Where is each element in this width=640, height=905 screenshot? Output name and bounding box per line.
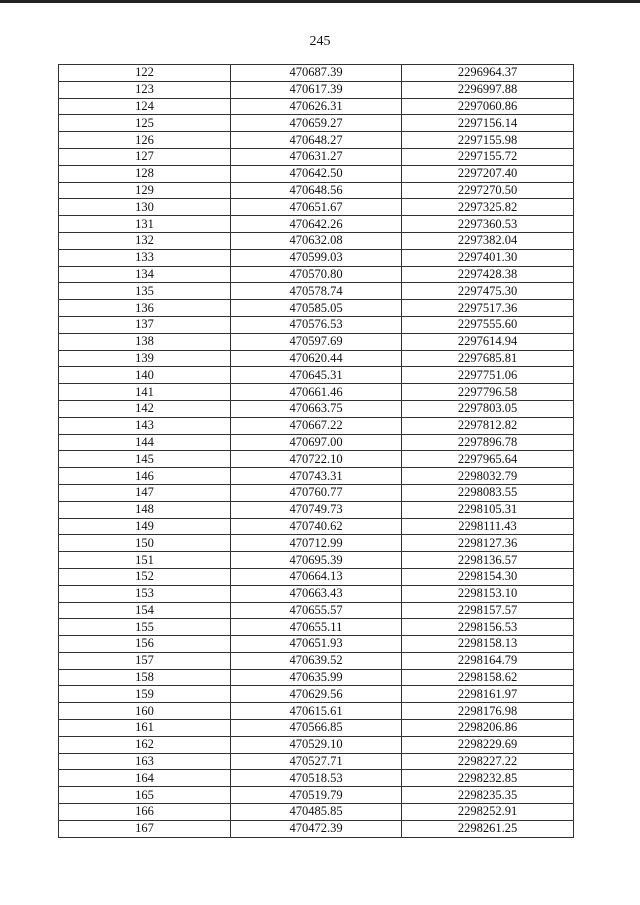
table-row: [59, 367, 574, 384]
x-coordinate-cell: 470527.71: [231, 753, 402, 770]
x-coordinate-cell: 470585.05: [231, 300, 402, 317]
table-row: [59, 132, 574, 149]
y-coordinate-cell: 2297428.38: [402, 266, 574, 283]
x-coordinate-cell: 470626.31: [231, 98, 402, 115]
point-number-cell: 128: [59, 165, 231, 182]
x-coordinate-cell: 470635.99: [231, 669, 402, 686]
y-coordinate-cell: 2297156.14: [402, 115, 574, 132]
point-number-cell: 125: [59, 115, 231, 132]
table-row: [59, 770, 574, 787]
table-row: [59, 451, 574, 468]
table-row: [59, 787, 574, 804]
y-coordinate-cell: 2298176.98: [402, 703, 574, 720]
x-coordinate-cell: 470655.11: [231, 619, 402, 636]
x-coordinate-cell: 470697.00: [231, 434, 402, 451]
table-row: [59, 703, 574, 720]
point-number-cell: 126: [59, 132, 231, 149]
y-coordinate-cell: 2297270.50: [402, 182, 574, 199]
x-coordinate-cell: 470667.22: [231, 417, 402, 434]
y-coordinate-cell: 2298158.62: [402, 669, 574, 686]
point-number-cell: 150: [59, 535, 231, 552]
y-coordinate-cell: 2298154.30: [402, 568, 574, 585]
y-coordinate-cell: 2298157.57: [402, 602, 574, 619]
x-coordinate-cell: 470722.10: [231, 451, 402, 468]
table-row: [59, 165, 574, 182]
point-number-cell: 139: [59, 350, 231, 367]
point-number-cell: 152: [59, 568, 231, 585]
table-row: [59, 552, 574, 569]
y-coordinate-cell: 2297517.36: [402, 300, 574, 317]
coordinates-table: [58, 64, 574, 838]
y-coordinate-cell: 2297382.04: [402, 232, 574, 249]
point-number-cell: 141: [59, 384, 231, 401]
point-number-cell: 146: [59, 468, 231, 485]
y-coordinate-cell: 2297812.82: [402, 417, 574, 434]
point-number-cell: 144: [59, 434, 231, 451]
point-number-cell: 161: [59, 720, 231, 737]
table-row: [59, 669, 574, 686]
y-coordinate-cell: 2297803.05: [402, 400, 574, 417]
x-coordinate-cell: 470695.39: [231, 552, 402, 569]
y-coordinate-cell: 2298127.36: [402, 535, 574, 552]
point-number-cell: 155: [59, 619, 231, 636]
x-coordinate-cell: 470570.80: [231, 266, 402, 283]
x-coordinate-cell: 470518.53: [231, 770, 402, 787]
y-coordinate-cell: 2297060.86: [402, 98, 574, 115]
table-row: [59, 636, 574, 653]
x-coordinate-cell: 470578.74: [231, 283, 402, 300]
x-coordinate-cell: 470576.53: [231, 316, 402, 333]
point-number-cell: 145: [59, 451, 231, 468]
point-number-cell: 165: [59, 787, 231, 804]
table-row: [59, 283, 574, 300]
table-row: [59, 535, 574, 552]
y-coordinate-cell: 2298111.43: [402, 518, 574, 535]
table-row: [59, 417, 574, 434]
table-row: [59, 820, 574, 837]
point-number-cell: 137: [59, 316, 231, 333]
point-number-cell: 148: [59, 501, 231, 518]
table-row: [59, 501, 574, 518]
y-coordinate-cell: 2296964.37: [402, 65, 574, 82]
table-row: [59, 484, 574, 501]
x-coordinate-cell: 470629.56: [231, 686, 402, 703]
point-number-cell: 133: [59, 249, 231, 266]
y-coordinate-cell: 2298252.91: [402, 804, 574, 821]
table-row: [59, 266, 574, 283]
x-coordinate-cell: 470617.39: [231, 81, 402, 98]
point-number-cell: 147: [59, 484, 231, 501]
x-coordinate-cell: 470519.79: [231, 787, 402, 804]
y-coordinate-cell: 2298032.79: [402, 468, 574, 485]
point-number-cell: 156: [59, 636, 231, 653]
table-row: [59, 468, 574, 485]
table-row: [59, 199, 574, 216]
table-row: [59, 300, 574, 317]
x-coordinate-cell: 470712.99: [231, 535, 402, 552]
table-row: [59, 98, 574, 115]
y-coordinate-cell: 2298136.57: [402, 552, 574, 569]
table-row: [59, 216, 574, 233]
x-coordinate-cell: 470655.57: [231, 602, 402, 619]
point-number-cell: 123: [59, 81, 231, 98]
table-row: [59, 148, 574, 165]
table-row: [59, 602, 574, 619]
table-row: [59, 316, 574, 333]
y-coordinate-cell: 2297207.40: [402, 165, 574, 182]
x-coordinate-cell: 470687.39: [231, 65, 402, 82]
point-number-cell: 124: [59, 98, 231, 115]
x-coordinate-cell: 470663.43: [231, 585, 402, 602]
x-coordinate-cell: 470620.44: [231, 350, 402, 367]
point-number-cell: 135: [59, 283, 231, 300]
x-coordinate-cell: 470760.77: [231, 484, 402, 501]
point-number-cell: 149: [59, 518, 231, 535]
table-row: [59, 333, 574, 350]
point-number-cell: 166: [59, 804, 231, 821]
table-row: [59, 115, 574, 132]
point-number-cell: 136: [59, 300, 231, 317]
table-row: [59, 249, 574, 266]
table-row: [59, 182, 574, 199]
table-row: [59, 434, 574, 451]
point-number-cell: 158: [59, 669, 231, 686]
point-number-cell: 151: [59, 552, 231, 569]
x-coordinate-cell: 470743.31: [231, 468, 402, 485]
y-coordinate-cell: 2297360.53: [402, 216, 574, 233]
y-coordinate-cell: 2298158.13: [402, 636, 574, 653]
point-number-cell: 154: [59, 602, 231, 619]
y-coordinate-cell: 2297555.60: [402, 316, 574, 333]
top-border-line: [0, 0, 640, 3]
x-coordinate-cell: 470749.73: [231, 501, 402, 518]
point-number-cell: 142: [59, 400, 231, 417]
x-coordinate-cell: 470639.52: [231, 652, 402, 669]
x-coordinate-cell: 470645.31: [231, 367, 402, 384]
point-number-cell: 159: [59, 686, 231, 703]
y-coordinate-cell: 2297325.82: [402, 199, 574, 216]
y-coordinate-cell: 2298232.85: [402, 770, 574, 787]
x-coordinate-cell: 470599.03: [231, 249, 402, 266]
point-number-cell: 122: [59, 65, 231, 82]
y-coordinate-cell: 2298229.69: [402, 736, 574, 753]
x-coordinate-cell: 470631.27: [231, 148, 402, 165]
y-coordinate-cell: 2298105.31: [402, 501, 574, 518]
x-coordinate-cell: 470663.75: [231, 400, 402, 417]
table-row: [59, 65, 574, 82]
point-number-cell: 163: [59, 753, 231, 770]
point-number-cell: 164: [59, 770, 231, 787]
x-coordinate-cell: 470472.39: [231, 820, 402, 837]
y-coordinate-cell: 2297751.06: [402, 367, 574, 384]
point-number-cell: 143: [59, 417, 231, 434]
table-row: [59, 350, 574, 367]
x-coordinate-cell: 470664.13: [231, 568, 402, 585]
x-coordinate-cell: 470661.46: [231, 384, 402, 401]
x-coordinate-cell: 470651.93: [231, 636, 402, 653]
point-number-cell: 160: [59, 703, 231, 720]
x-coordinate-cell: 470642.26: [231, 216, 402, 233]
point-number-cell: 129: [59, 182, 231, 199]
x-coordinate-cell: 470642.50: [231, 165, 402, 182]
x-coordinate-cell: 470485.85: [231, 804, 402, 821]
point-number-cell: 130: [59, 199, 231, 216]
y-coordinate-cell: 2297614.94: [402, 333, 574, 350]
table-row: [59, 652, 574, 669]
x-coordinate-cell: 470648.27: [231, 132, 402, 149]
point-number-cell: 140: [59, 367, 231, 384]
x-coordinate-cell: 470659.27: [231, 115, 402, 132]
y-coordinate-cell: 2297401.30: [402, 249, 574, 266]
y-coordinate-cell: 2296997.88: [402, 81, 574, 98]
y-coordinate-cell: 2297965.64: [402, 451, 574, 468]
y-coordinate-cell: 2297685.81: [402, 350, 574, 367]
page-number: 245: [309, 34, 331, 49]
point-number-cell: 134: [59, 266, 231, 283]
point-number-cell: 162: [59, 736, 231, 753]
table-row: [59, 81, 574, 98]
table-row: [59, 518, 574, 535]
table-row: [59, 720, 574, 737]
table-row: [59, 585, 574, 602]
point-number-cell: 132: [59, 232, 231, 249]
point-number-cell: 153: [59, 585, 231, 602]
point-number-cell: 127: [59, 148, 231, 165]
y-coordinate-cell: 2297796.58: [402, 384, 574, 401]
table-row: [59, 568, 574, 585]
x-coordinate-cell: 470651.67: [231, 199, 402, 216]
table-row: [59, 384, 574, 401]
table-row: [59, 619, 574, 636]
point-number-cell: 138: [59, 333, 231, 350]
table-row: [59, 753, 574, 770]
table-row: [59, 400, 574, 417]
x-coordinate-cell: 470529.10: [231, 736, 402, 753]
y-coordinate-cell: 2298261.25: [402, 820, 574, 837]
point-number-cell: 167: [59, 820, 231, 837]
x-coordinate-cell: 470597.69: [231, 333, 402, 350]
table-row: [59, 736, 574, 753]
y-coordinate-cell: 2297155.98: [402, 132, 574, 149]
table-row: [59, 232, 574, 249]
x-coordinate-cell: 470648.56: [231, 182, 402, 199]
y-coordinate-cell: 2298156.53: [402, 619, 574, 636]
point-number-cell: 157: [59, 652, 231, 669]
x-coordinate-cell: 470615.61: [231, 703, 402, 720]
coordinates-table-body: [59, 65, 574, 838]
point-number-cell: 131: [59, 216, 231, 233]
y-coordinate-cell: 2298164.79: [402, 652, 574, 669]
y-coordinate-cell: 2297155.72: [402, 148, 574, 165]
x-coordinate-cell: 470740.62: [231, 518, 402, 535]
y-coordinate-cell: 2298235.35: [402, 787, 574, 804]
table-row: [59, 804, 574, 821]
y-coordinate-cell: 2297896.78: [402, 434, 574, 451]
y-coordinate-cell: 2298227.22: [402, 753, 574, 770]
y-coordinate-cell: 2298083.55: [402, 484, 574, 501]
y-coordinate-cell: 2298153.10: [402, 585, 574, 602]
x-coordinate-cell: 470566.85: [231, 720, 402, 737]
table-row: [59, 686, 574, 703]
y-coordinate-cell: 2297475.30: [402, 283, 574, 300]
x-coordinate-cell: 470632.08: [231, 232, 402, 249]
y-coordinate-cell: 2298161.97: [402, 686, 574, 703]
y-coordinate-cell: 2298206.86: [402, 720, 574, 737]
